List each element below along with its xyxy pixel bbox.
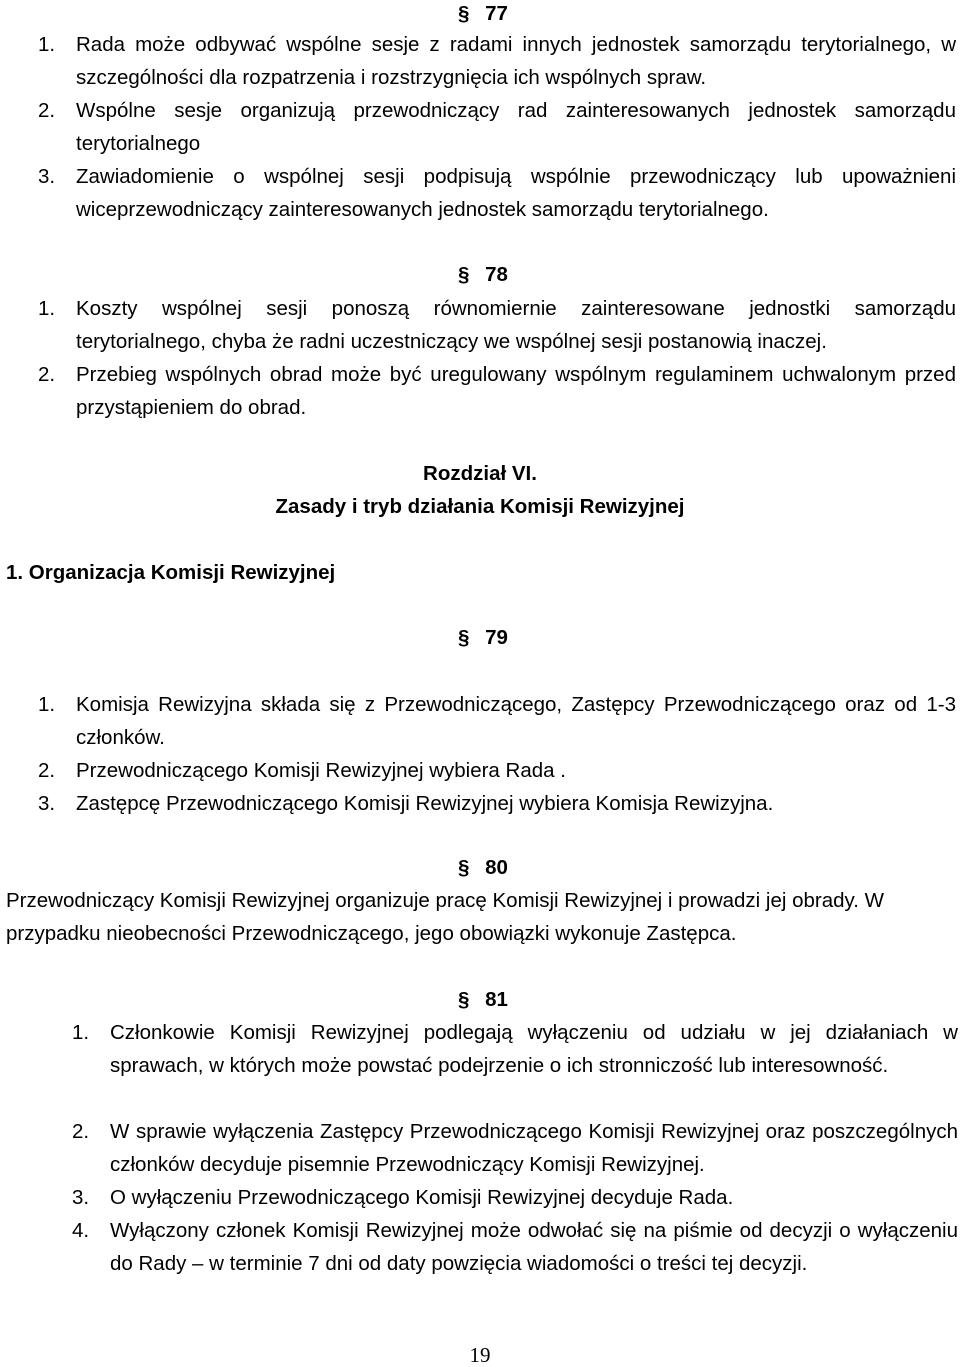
page-number: 19 <box>469 1343 491 1367</box>
item-text: Rada może odbywać wspólne sesje z radami innych jednostek samorządu terytorialnego, w szczególności dla rozpatrzenia i rozstrzygnięcia ich wspólnych spraw. <box>76 33 956 89</box>
section-number: 77 <box>485 2 508 25</box>
section-number: 80 <box>485 856 508 879</box>
section-78-heading <box>0 263 960 287</box>
section-79-heading <box>0 626 960 650</box>
section-sign: § <box>458 626 470 649</box>
item-text: Członkowie Komisji Rewizyjnej podlegają wyłączeniu od udziału w jej działaniach w sprawach, w których może powstać podejrzenie o ich stronniczość lub interesowność. <box>110 1021 958 1077</box>
item-text: Wyłączony członek Komisji Rewizyjnej może odwołać się na piśmie od decyzji o wyłączeniu do Rady – w terminie 7 dni od daty powzięcia wiadomości o treści tej decyzji. <box>110 1219 958 1275</box>
item-number: 3. <box>72 1186 90 1209</box>
item-number: 1. <box>38 693 56 716</box>
item-number: 2. <box>72 1120 90 1143</box>
list-item <box>38 160 956 226</box>
item-number: 3. <box>38 165 56 188</box>
item-number: 1. <box>38 297 56 320</box>
item-number: 1. <box>72 1021 90 1044</box>
item-text: O wyłączeniu Przewodniczącego Komisji Rewizyjnej decyduje Rada. <box>110 1186 734 1209</box>
section-77-heading <box>0 2 960 26</box>
list-item <box>38 358 956 424</box>
item-text: Koszty wspólnej sesji ponoszą równomiernie zainteresowane jednostki samorządu terytorialnego, chyba że radni uczestniczący we wspólnej sesji postanowią inaczej. <box>76 297 956 353</box>
item-text: Przebieg wspólnych obrad może być uregulowany wspólnym regulaminem uchwalonym przed przystąpieniem do obrad. <box>76 363 956 419</box>
subsection-title: 1. Organizacja Komisji Rewizyjnej <box>6 561 336 584</box>
item-number: 2. <box>38 99 56 122</box>
list-item <box>38 754 956 787</box>
item-text: Zawiadomienie o wspólnej sesji podpisują wspólnie przewodniczący lub upoważnieni wiceprzewodniczący zainteresowanych jednostek samorządu terytorialnego. <box>76 165 956 221</box>
list-item <box>38 28 956 94</box>
section-80-text: Przewodniczący Komisji Rewizyjnej organizuje pracę Komisji Rewizyjnej i prowadzi jej obrady. W przypadku nieobecności Przewodniczącego, jego obowiązki wykonuje Zastępca. <box>6 889 885 945</box>
section-number: 78 <box>485 263 508 286</box>
section-80-heading <box>0 856 960 880</box>
list-item <box>38 94 956 160</box>
item-text: Komisja Rewizyjna składa się z Przewodniczącego, Zastępcy Przewodniczącego oraz od 1-3 członków. <box>76 693 956 749</box>
section-sign: § <box>458 263 470 286</box>
list-item <box>38 292 956 358</box>
item-text: Zastępcę Przewodniczącego Komisji Rewizyjnej wybiera Komisja Rewizyjna. <box>76 792 774 815</box>
list-item <box>72 1181 958 1214</box>
section-number: 79 <box>485 626 508 649</box>
item-number: 1. <box>38 33 56 56</box>
list-item <box>72 1115 958 1181</box>
item-number: 2. <box>38 363 56 386</box>
section-81-heading <box>0 988 960 1012</box>
list-item <box>38 688 956 754</box>
list-item <box>72 1214 958 1280</box>
section-sign: § <box>458 988 470 1011</box>
section-sign: § <box>458 856 470 879</box>
section-sign: § <box>458 2 470 25</box>
list-item <box>38 787 956 820</box>
chapter-subtitle: Zasady i tryb działania Komisji Rewizyjnej <box>275 495 685 518</box>
item-text: W sprawie wyłączenia Zastępcy Przewodniczącego Komisji Rewizyjnej oraz poszczególnych członków decyduje pisemnie Przewodniczący Komisji Rewizyjnej. <box>110 1120 958 1176</box>
section-number: 81 <box>485 988 508 1011</box>
item-number: 3. <box>38 792 56 815</box>
item-text: Wspólne sesje organizują przewodniczący rad zainteresowanych jednostek samorządu terytorialnego <box>76 99 956 155</box>
item-number: 4. <box>72 1219 90 1242</box>
item-text: Przewodniczącego Komisji Rewizyjnej wybiera Rada . <box>76 759 566 782</box>
item-number: 2. <box>38 759 56 782</box>
list-item <box>72 1016 958 1082</box>
chapter-title: Rozdział VI. <box>423 462 537 485</box>
